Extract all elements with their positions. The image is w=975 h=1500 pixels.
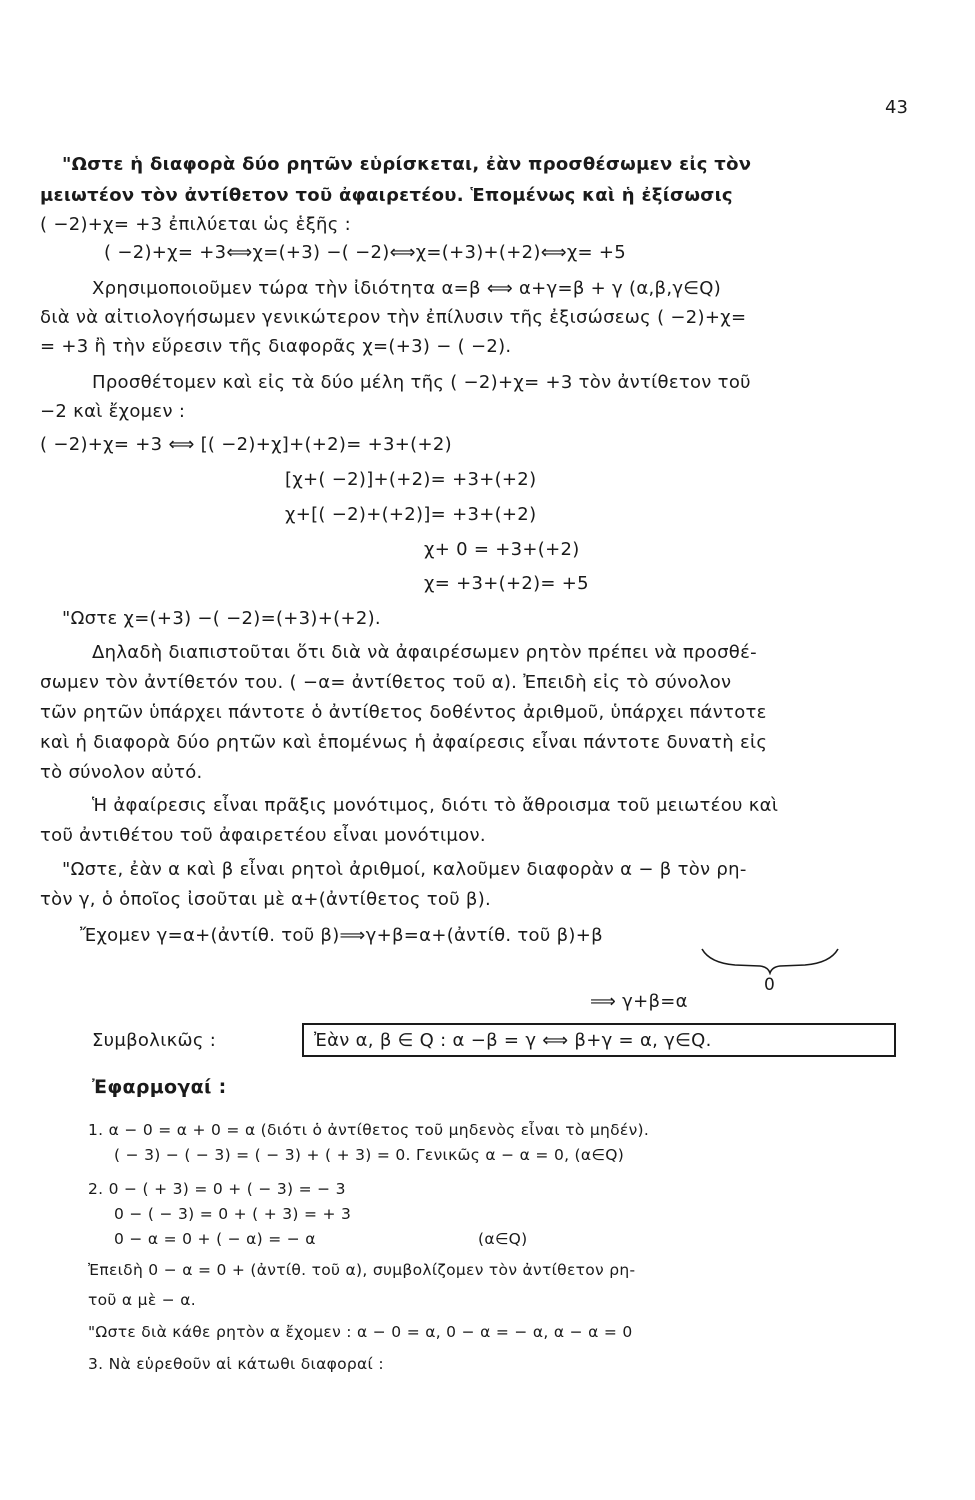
equation-line: Ἔχομεν γ=α+(ἀντίθ. τοῦ β)⟹γ+β=α+(ἀντίθ. τοῦ β)+β (80, 925, 603, 946)
application-line: 0 − ( − 3) = 0 + ( + 3) = + 3 (114, 1205, 352, 1223)
text-line: μειωτέον τὸν ἀντίθετον τοῦ ἀφαιρετέου. Ἑπομένως καὶ ἡ ἐξίσωσις (40, 185, 733, 206)
text-line: ( −2)+χ= +3 ἐπιλύεται ὡς ἑξῆς : (40, 214, 351, 235)
equation-line: χ+ 0 = +3+(+2) (424, 539, 580, 560)
symbolic-definition: Ἐὰν α, β ∈ Q : α −β = γ ⟺ β+γ = α, γ∈Q. (314, 1030, 712, 1051)
application-line: 0 − α = 0 + ( − α) = − α (114, 1230, 316, 1248)
application-line: Ἐπειδὴ 0 − α = 0 + (ἀντίθ. τοῦ α), συμβολίζομεν τὸν ἀντίθετον ρη- (88, 1261, 636, 1279)
text-line: Ἡ ἀφαίρεσις εἶναι πρᾶξις μονότιμος, διότι τὸ ἄθροισμα τοῦ μειωτέου καὶ (92, 795, 779, 816)
text-line: "Ωστε ἡ διαφορὰ δύο ρητῶν εὑρίσκεται, ἐὰν προσθέσωμεν εἰς τὸν (62, 154, 752, 175)
application-line: 2. 0 − ( + 3) = 0 + ( − 3) = − 3 (88, 1180, 346, 1198)
box-left-border (302, 1023, 304, 1057)
page-number: 43 (885, 97, 908, 118)
box-bottom-border (302, 1055, 896, 1057)
text-line: σωμεν τὸν ἀντίθετόν του. ( −α= ἀντίθετος τοῦ α). Ἐπειδὴ εἰς τὸ σύνολον (40, 672, 732, 693)
equation-line: ( −2)+χ= +3 ⟺ [( −2)+χ]+(+2)= +3+(+2) (40, 434, 452, 455)
equation-line: ⟹ γ+β=α (590, 991, 688, 1012)
equation-line: [χ+( −2)]+(+2)= +3+(+2) (285, 469, 537, 490)
underbrace-icon (700, 945, 840, 975)
text-line: τὸν γ, ὁ ὁποῖος ἰσοῦται μὲ α+(ἀντίθετος τοῦ β). (40, 889, 492, 910)
equation-line: χ= +3+(+2)= +5 (424, 573, 589, 594)
application-line: "Ωστε διὰ κάθε ρητὸν α ἔχομεν : α − 0 = α, 0 − α = − α, α − α = 0 (88, 1323, 633, 1341)
section-heading: Ἐφαρμογαί : (92, 1076, 227, 1098)
text-line: τοῦ ἀντιθέτου τοῦ ἀφαιρετέου εἶναι μονότιμον. (40, 825, 486, 846)
equation-line: ( −2)+χ= +3⟺χ=(+3) −( −2)⟺χ=(+3)+(+2)⟺χ= +5 (104, 242, 627, 263)
text-line: Δηλαδὴ διαπιστοῦται ὅτι διὰ νὰ ἀφαιρέσωμεν ρητὸν πρέπει νὰ προσθέ- (92, 642, 757, 663)
equation-line: χ+[( −2)+(+2)]= +3+(+2) (285, 504, 537, 525)
application-note: (α∈Q) (478, 1230, 528, 1248)
application-line: ( − 3) − ( − 3) = ( − 3) + ( + 3) = 0. Γενικῶς α − α = 0, (α∈Q) (114, 1146, 625, 1164)
text-line: −2 καὶ ἔχομεν : (40, 401, 186, 422)
symbolic-label: Συμβολικῶς : (92, 1030, 217, 1051)
text-line: τὸ σύνολον αὐτό. (40, 762, 203, 783)
application-line: 1. α − 0 = α + 0 = α (διότι ὁ ἀντίθετος τοῦ μηδενὸς εἶναι τὸ μηδέν). (88, 1121, 650, 1139)
text-line: καὶ ἡ διαφορὰ δύο ρητῶν καὶ ἑπομένως ἡ ἀφαίρεσις εἶναι πάντοτε δυνατὴ εἰς (40, 732, 768, 753)
text-line: = +3 ἢ τὴν εὕρεσιν τῆς διαφορᾶς χ=(+3) − ( −2). (40, 336, 512, 357)
text-line: διὰ νὰ αἰτιολογήσωμεν γενικώτερον τὴν ἐπίλυσιν τῆς ἐξισώσεως ( −2)+χ= (40, 307, 747, 328)
text-line: τῶν ρητῶν ὑπάρχει πάντοτε ὁ ἀντίθετος δοθέντος ἀριθμοῦ, ὑπάρχει πάντοτε (40, 702, 767, 723)
box-top-border (302, 1023, 896, 1025)
application-line: 3. Νὰ εὑρεθοῦν αἱ κάτωθι διαφοραί : (88, 1355, 384, 1373)
box-right-border (894, 1023, 896, 1057)
text-line: "Ωστε χ=(+3) −( −2)=(+3)+(+2). (62, 608, 381, 629)
text-line: "Ωστε, ἐὰν α καὶ β εἶναι ρητοὶ ἀριθμοί, καλοῦμεν διαφορὰν α − β τὸν ρη- (62, 859, 747, 880)
brace-label: 0 (764, 975, 776, 995)
application-line: τοῦ α μὲ − α. (88, 1291, 196, 1309)
text-line: Προσθέτομεν καὶ εἰς τὰ δύο μέλη τῆς ( −2)+χ= +3 τὸν ἀντίθετον τοῦ (92, 372, 751, 393)
text-line: Χρησιμοποιοῦμεν τώρα τὴν ἰδιότητα α=β ⟺ α+γ=β + γ (α,β,γ∈Q) (92, 278, 722, 299)
